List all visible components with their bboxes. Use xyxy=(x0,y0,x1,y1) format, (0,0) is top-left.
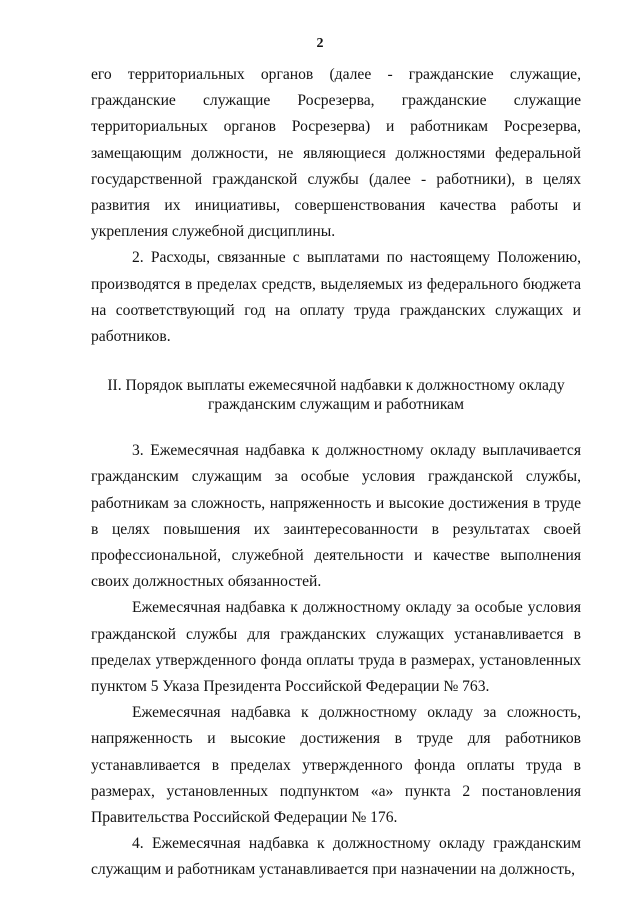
page-number: 2 xyxy=(316,36,324,51)
paragraph-item-2: 2. Расходы, связанные с выплатами по настоящему Положению, производятся в пределах средств, выделяемых из федерального бюджета на соответствующий год на оплату труда гражданских служащих и работников. xyxy=(91,249,581,346)
paragraph-special-conditions: Ежемесячная надбавка к должностному окладу за особые условия гражданской службы для гражданских служащих устанавливается в пределах утвержденного фонда оплаты труда в размерах, установленных пунктом 5 Указа Президента Российской Федерации № 763. xyxy=(91,599,581,696)
paragraph-continuation: его территориальных органов (далее - гражданские служащие, гражданские служащие Росрезерва, гражданские служащие территориальных органов Росрезерва) и работникам Росрезерва, замещающим должности, не являющиеся должностями федеральной государственной гражданской службы (далее - работники), в целях развития их инициативы, совершенствования качества работы и укрепления служебной дисциплины. xyxy=(91,66,581,241)
paragraph-item-4: 4. Ежемесячная надбавка к должностному окладу гражданским служащим и работникам устанавливается при назначении на должность, xyxy=(91,835,581,879)
section-heading-line-1: II. Порядок выплаты ежемесячной надбавки к должностному окладу xyxy=(107,377,565,395)
section-heading xyxy=(91,376,581,414)
document-body xyxy=(91,62,581,884)
section-heading-line-2: гражданским служащим и работникам xyxy=(208,396,464,414)
paragraph-item-3: 3. Ежемесячная надбавка к должностному окладу выплачивается гражданским служащим за особые условия гражданской службы, работникам за сложность, напряженность и высокие достижения в труде в целях повышения их заинтересованности в результатах своей профессиональной, служебной деятельности и качестве выполнения своих должностных обязанностей. xyxy=(91,442,581,591)
paragraph-complexity: Ежемесячная надбавка к должностному окладу за сложность, напряженность и высокие достижения в труде для работников устанавливается в пределах утвержденного фонда оплаты труда в размерах, установленных подпунктом «а» пункта 2 постановления Правительства Российской Федерации № 176. xyxy=(91,704,581,827)
